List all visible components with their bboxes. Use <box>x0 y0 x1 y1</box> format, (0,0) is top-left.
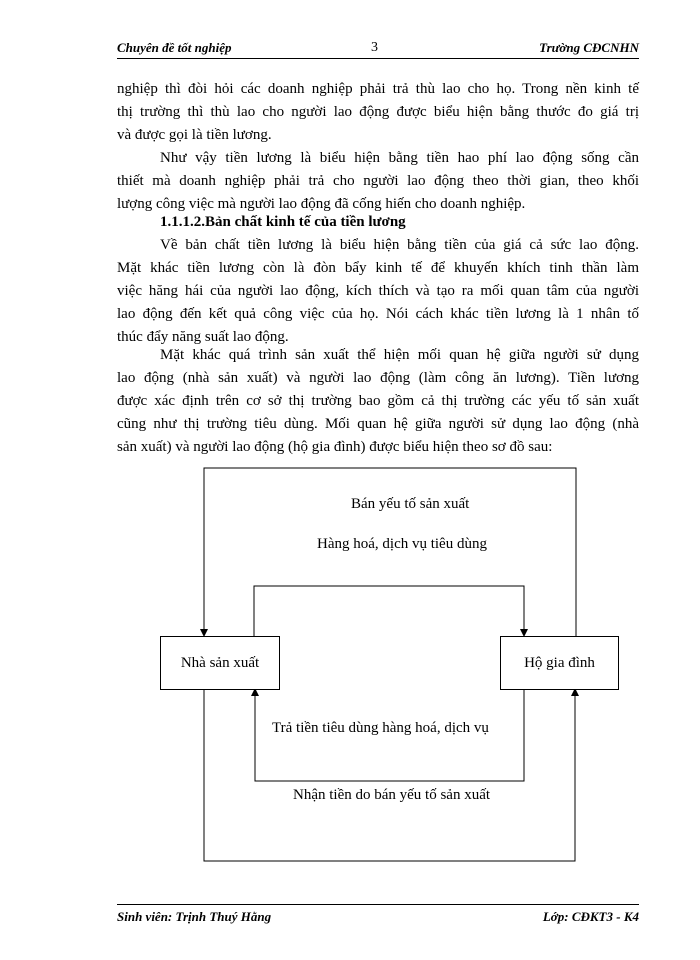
page-footer <box>117 904 639 927</box>
body-line: sản xuất) và người lao động (hộ gia đình) được biểu hiện theo sơ đồ sau: <box>117 439 553 455</box>
producer-box <box>160 636 280 690</box>
body-line: cũng như thị trường tiêu dùng. Mối quan hệ giữa người sử dụng lao động (nhà <box>117 416 639 432</box>
body-line: nghiệp thì đòi hỏi các doanh nghiệp phải trả thù lao cho họ. Trong nền kinh tế <box>117 81 639 97</box>
body-line: lao động đến kết quả công việc của họ. Nói cách khác tiền lương là 1 nhân tố <box>117 306 639 322</box>
header-page-number: 3 <box>371 40 378 55</box>
body-line: lượng công việc mà người lao động đã cống hiến cho doanh nghiệp. <box>117 196 526 212</box>
body-line: Về bản chất tiền lương là biểu hiện bằng tiền của giá cả sức lao động. <box>160 237 639 253</box>
body-line: việc hăng hái của người lao động, kích thích và tạo ra mối quan tâm của người <box>117 283 639 299</box>
inner-top-flow-line <box>254 586 524 636</box>
body-line: thiết mà doanh nghiệp phải trả cho người lao động theo thời gian, theo khối <box>117 173 639 189</box>
body-line: thị trường thì thù lao cho người lao động được biểu hiện bằng thước đo giá trị <box>117 104 639 120</box>
body-line: Mặt khác quá trình sản xuất thể hiện mối quan hệ giữa người sử dụng <box>160 347 639 363</box>
outer-bottom-flow-line <box>204 689 575 861</box>
body-line: và được gọi là tiền lương. <box>117 127 272 143</box>
footer-student-name: Sinh viên: Trịnh Thuý Hằng <box>117 909 272 924</box>
body-line: Như vậy tiền lương là biểu hiện bằng tiền hao phí lao động sống cần <box>160 150 639 166</box>
household-label: Hộ gia đình <box>524 654 595 671</box>
receive-money-label: Nhận tiền do bán yếu tố sản xuất <box>293 787 491 803</box>
sell-factors-label: Bán yếu tố sản xuất <box>351 496 470 512</box>
header-school-name: Trường CĐCNHN <box>539 40 639 55</box>
body-line: lao động (nhà sản xuất) và người lao động (làm công ăn lương). Tiền lương <box>117 370 639 386</box>
household-box <box>500 636 619 690</box>
producer-label: Nhà sản xuất <box>180 654 260 671</box>
section-heading: 1.1.1.2.Bản chất kinh tế của tiền lương <box>160 214 406 230</box>
body-line: thúc đẩy năng suất lao động. <box>117 329 289 345</box>
body-line: được xác định trên cơ sở thị trường bao gồm cả thị trường các yếu tố sản xuất <box>117 393 639 409</box>
goods-services-label: Hàng hoá, dịch vụ tiêu dùng <box>317 536 487 552</box>
pay-consumption-label: Trả tiền tiêu dùng hàng hoá, dịch vụ <box>272 720 489 736</box>
body-line: Mặt khác tiền lương còn là đòn bẩy kinh tế để khuyến khích tinh thần làm <box>117 260 639 276</box>
header-document-title: Chuyên đề tốt nghiệp <box>117 40 232 55</box>
footer-class-name: Lớp: CĐKT3 - K4 <box>542 909 639 924</box>
